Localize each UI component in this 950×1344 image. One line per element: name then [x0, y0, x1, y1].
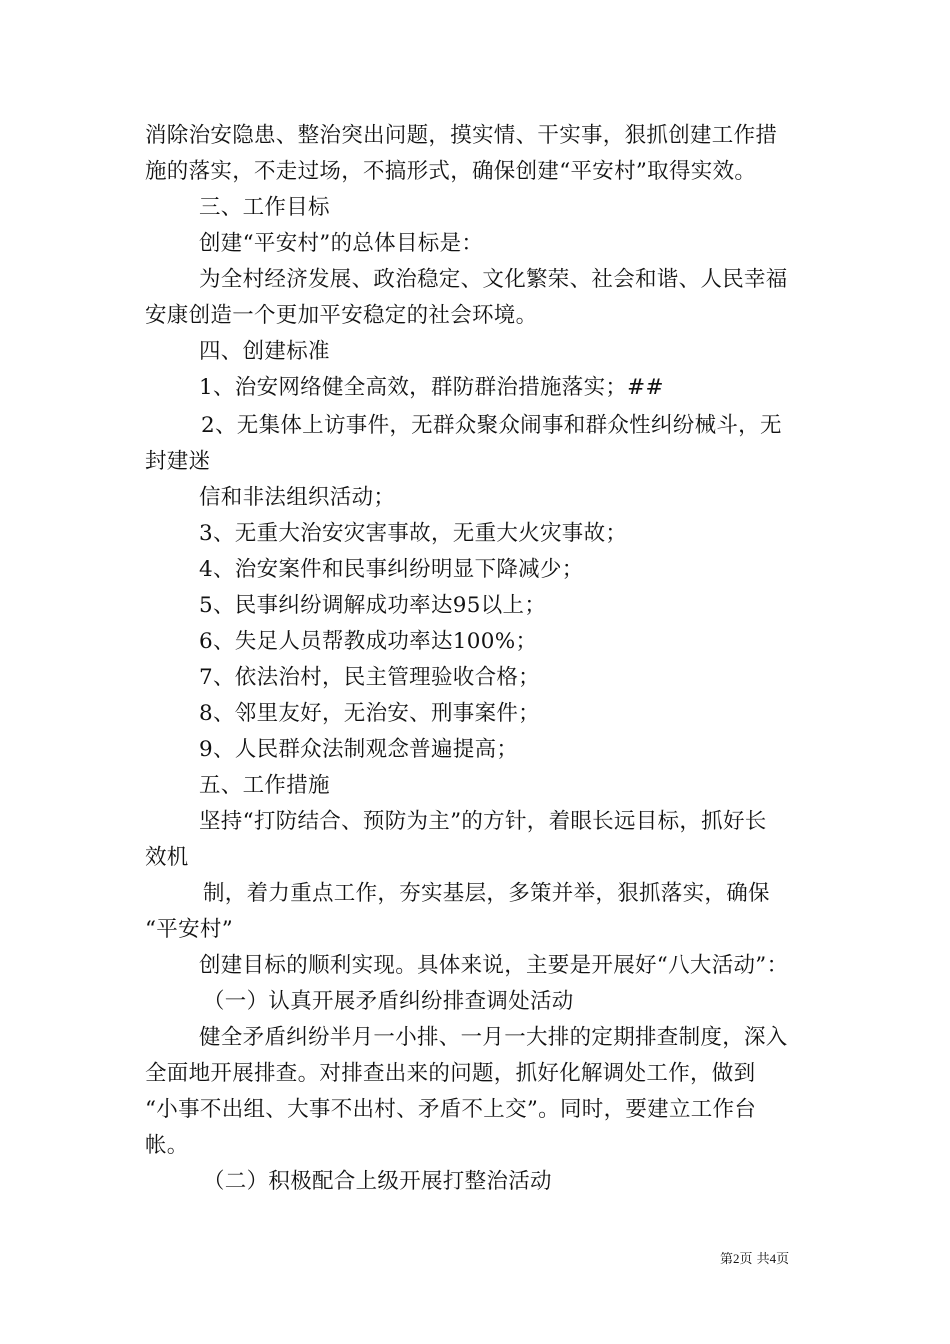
text-line: 创建目标的顺利实现。具体来说，主要是开展好“八大活动”： [199, 953, 789, 978]
total-pages-number: 4 [769, 1251, 777, 1266]
list-item: 8、邻里友好，无治安、刑事案件； [199, 701, 540, 726]
text-line: 施的落实，不走过场，不搞形式，确保创建“平安村”取得实效。 [145, 159, 757, 184]
list-item: 6、失足人员帮教成功率达100%； [199, 629, 538, 654]
text-line: “小事不出组、大事不出村、矛盾不上交”。同时，要建立工作台 [145, 1097, 757, 1122]
footer-suffix: 页 [776, 1252, 790, 1267]
text-line: 健全矛盾纠纷半月一小排、一月一大排的定期排查制度，深入 [199, 1025, 788, 1050]
text-line: “平安村” [145, 917, 233, 942]
text-line: 帐。 [145, 1133, 189, 1158]
current-page-number: 2 [733, 1251, 740, 1266]
text-line: 消除治安隐患、整治突出问题，摸实情、干实事，狠抓创建工作措 [145, 123, 778, 148]
list-item: 1、治安网络健全高效，群防群治措施落实；## [199, 375, 664, 400]
list-item: 7、依法治村，民主管理验收合格； [199, 665, 540, 690]
list-item: 5、民事纠纷调解成功率达95以上； [199, 593, 547, 618]
text-line: 制，着力重点工作，夯实基层，多策并举，狠抓落实，确保 [203, 881, 770, 906]
page-number-footer [720, 1251, 789, 1268]
text-line: 坚持“打防结合、预防为主”的方针，着眼长远目标，抓好长 [199, 809, 767, 834]
text-line: 为全村经济发展、政治稳定、文化繁荣、社会和谐、人民幸福 [199, 267, 788, 292]
subsection-heading: （一）认真开展矛盾纠纷排查调处活动 [203, 989, 574, 1014]
list-item: 3、无重大治安灾害事故，无重大火灾事故； [199, 521, 628, 546]
text-line: 信和非法组织活动； [199, 485, 396, 510]
list-item: 2、无集体上访事件，无群众聚众闹事和群众性纠纷械斗，无 [201, 413, 782, 438]
footer-middle: 页 共 [739, 1252, 770, 1267]
section-heading: 三、工作目标 [199, 195, 330, 220]
footer-prefix: 第 [720, 1252, 734, 1267]
text-line: 安康创造一个更加平安稳定的社会环境。 [145, 303, 538, 328]
subsection-heading: （二）积极配合上级开展打整治活动 [203, 1169, 552, 1194]
list-item: 4、治安案件和民事纠纷明显下降减少； [199, 557, 584, 582]
text-line: 封建迷 [145, 449, 211, 474]
section-heading: 四、创建标准 [199, 339, 330, 364]
text-line: 效机 [145, 845, 189, 870]
section-heading: 五、工作措施 [199, 773, 330, 798]
text-line: 创建“平安村”的总体目标是： [199, 231, 484, 256]
text-line: 全面地开展排查。对排查出来的问题，抓好化解调处工作，做到 [145, 1061, 756, 1086]
list-item: 9、人民群众法制观念普遍提高； [199, 737, 519, 762]
